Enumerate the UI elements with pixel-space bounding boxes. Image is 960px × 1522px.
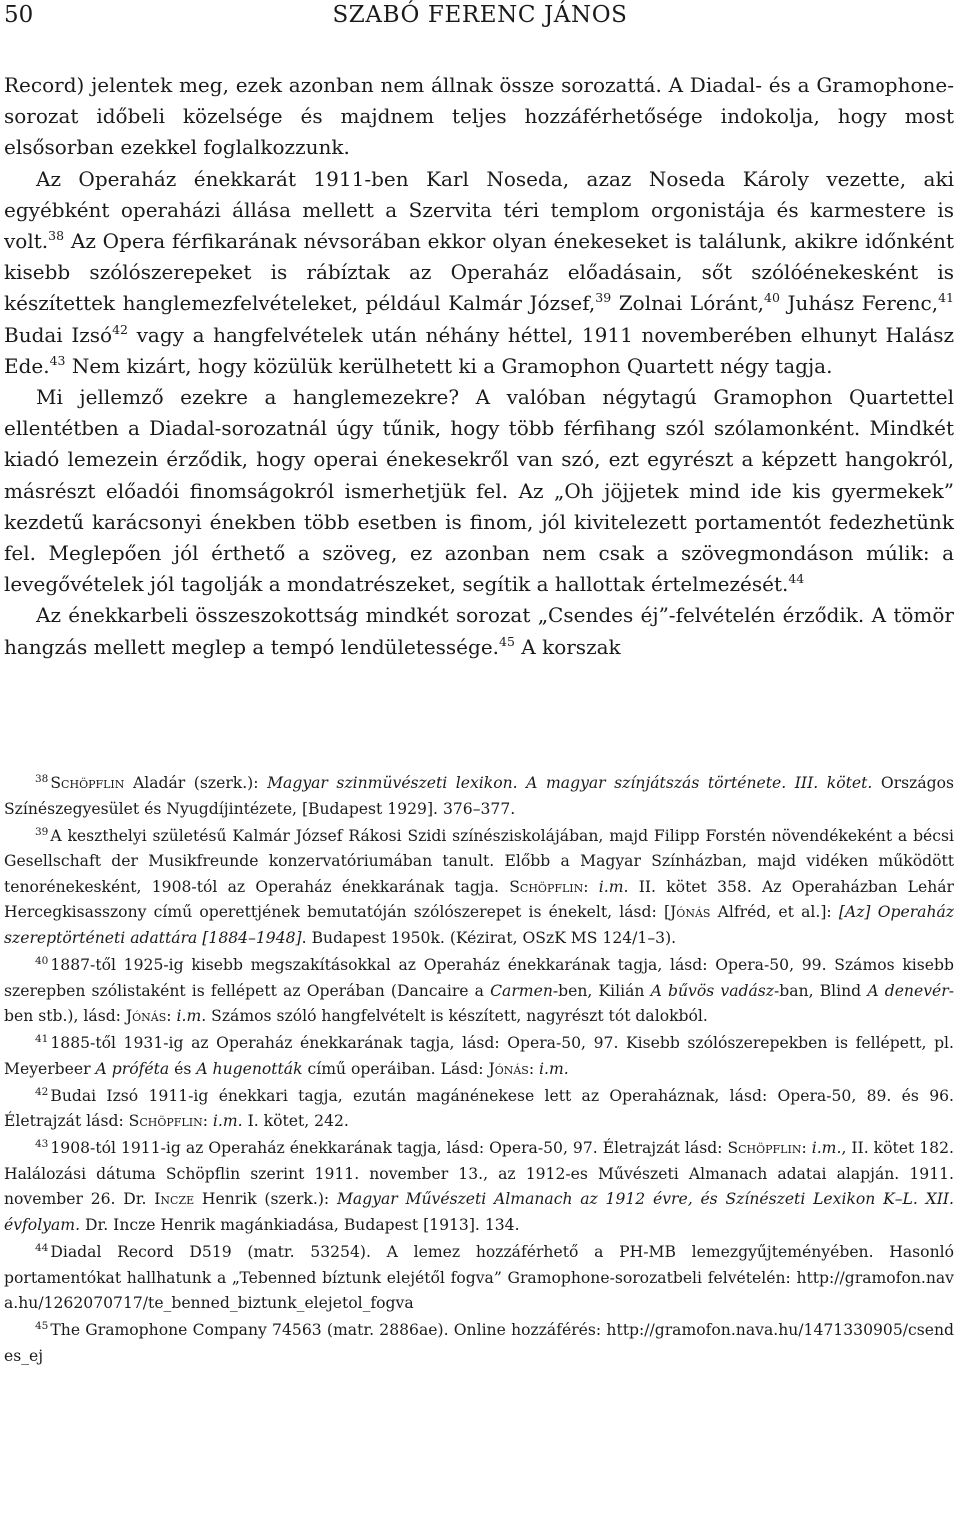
footnote-text: és (169, 1059, 197, 1078)
footnote-ref-44[interactable]: 44 (788, 571, 805, 587)
im-abbrev: i.m. (811, 1139, 842, 1158)
url-link[interactable]: http://gramofon.nava.hu/1471330905/csendes_ej (4, 1321, 954, 1365)
paragraph-1-text: Record) jelentek meg, ezek azonban nem állnak össze sorozattá. A Diadal- és a Gramophone-sorozat időbeli közelsége és majdnem teljes hozzáférhetősége indokolja, hogy most elsősorban ezekkel foglalkozzunk. (4, 73, 954, 160)
im-abbrev: i.m. (212, 1112, 243, 1131)
footnote-39 (4, 824, 954, 952)
page-number: 50 (4, 2, 34, 28)
footnote-text: The Gramophone Company 74563 (matr. 2886ae). Online hozzáférés: (50, 1321, 607, 1340)
footnote-text: Dr. Incze Henrik magánkiadása, Budapest [1913]. 134. (80, 1216, 520, 1235)
footnote-number: 40 (35, 954, 49, 967)
work-title: Carmen (490, 981, 553, 1000)
im-abbrev: i.m. (176, 1007, 207, 1026)
author-name: Jónás (488, 1059, 529, 1078)
url-link[interactable]: http://gramofon.nava.hu/1262070717/te_benned_biztunk_elejetol_fogva (4, 1268, 954, 1313)
im-abbrev: i.m. (539, 1059, 569, 1078)
footnote-number: 45 (35, 1320, 49, 1333)
paragraph-2 (4, 164, 954, 382)
body-text (4, 70, 954, 663)
paragraph-2-text-e: Budai Izsó (4, 322, 113, 347)
footnotes (4, 771, 954, 1371)
paragraph-2-text-b: Az Opera férfikarának névsorában ekkor olyan énekeseket is találunk, akikre időnként kisebb szólószerepeket is rábíztak az Operaház előadásain, sőt szólóénekesként is készítettek hanglemezfelvételeket, például Kalmár József, (4, 229, 954, 316)
footnote-number: 42 (35, 1085, 49, 1098)
footnote-text: . Budapest 1950k. (Kézirat, OSzK MS 124/1–3). (301, 928, 677, 947)
paragraph-4 (4, 600, 954, 662)
author-name: Incze (154, 1190, 195, 1209)
paragraph-3-text: Mi jellemző ezekre a hanglemezekre? A valóban négytagú Gramophon Quartettel ellentétben a Diadal-sorozatnál úgy tűnik, hogy több férfihang szól szólamonként. Mindkét kiadó lemezein érződik, hogy operai énekesekről van szó, ezt egyrészt a képzett hangokról, másrészt előadói finomságokról ismerhetjük fel. Az „Oh jöjjetek mind ide kis gyermekek” kezdetű karácsonyi énekben több esetben is finom, jól kivitelezett portamentót fedezhetünk fel. Meglepően jól érthető a szöveg, ez azonban nem csak a szövegmondáson múlik: a levegővételek jól tagolják a mondatrészeket, segítik a hallottak értelmezését. (4, 385, 954, 597)
paragraph-3 (4, 382, 954, 600)
author-name: Schöpflin (50, 774, 125, 792)
footnote-45 (4, 1318, 954, 1369)
work-title: A hugenották (196, 1059, 303, 1078)
footnote-ref-41[interactable]: 41 (938, 290, 954, 306)
work-title: [Az] Operaház szereptörténeti adattára [1884–1948] (4, 903, 955, 947)
footnote-text: Diadal Record D519 (matr. 53254). A lemez hozzáférhető a PH-MB lemezgyűjteményében. Hasonló portamentókat hallhatunk a „Tebenned bíztunk elejétől fogva” Gramophone-sorozatbeli felvételén: (4, 1243, 954, 1287)
footnote-text: 1908-tól 1911-ig az Operaház énekkarának tagja, lásd: Opera-50, 97. Életrajzát lásd: (50, 1139, 728, 1158)
footnote-number: 44 (35, 1242, 49, 1255)
author-name: Schöpflin (509, 877, 584, 896)
footnote-ref-43[interactable]: 43 (49, 352, 66, 368)
footnote-text: Számos szóló hangfelvételt is készített, nagyrészt tót dalokból. (206, 1007, 708, 1026)
footnote-text: Budai Izsó 1911-ig énekkari tagja, ezután magánénekese lett az Operaháznak, lásd: Opera-50, 89. és 96. Életrajzát lásd: (4, 1086, 954, 1131)
paragraph-2-text-f: vagy a hangfelvételek után néhány héttel, 1911 novemberében elhunyt Halász Ede. (4, 322, 954, 378)
footnote-42 (4, 1084, 954, 1135)
footnote-number: 38 (35, 773, 49, 785)
work-title: Magyar Művészeti Almanach az 1912 évre, és Színészeti Lexikon K–L. XII. évfolyam. (4, 1190, 955, 1235)
paragraph-2-text-g: Nem kizárt, hogy közülük kerülhetett ki a Gramophon Quartett négy tagja. (65, 353, 833, 378)
footnote-text: -ben stb.), lásd: (4, 981, 954, 1026)
footnote-ref-38[interactable]: 38 (48, 228, 65, 244)
footnote-number: 41 (35, 1033, 49, 1046)
footnote-number: 39 (35, 825, 49, 838)
footnote-44 (4, 1240, 954, 1317)
author-name: Schöpflin (128, 1112, 203, 1131)
footnote-ref-40[interactable]: 40 (764, 290, 780, 306)
footnote-text: Alfréd, et al.]: (710, 903, 839, 922)
paragraph-4-text-a: Az énekkarbeli összeszokottság mindkét sorozat „Csendes éj”-felvételén érződik. A tömör hangzás mellett meglep a tempó lendületessége. (4, 603, 954, 659)
footnote-text: II. kötet 358. Az Operaházban Lehár Hercegkisasszony című operettjének bemutatóján szólószerepet is énekelt, lásd: [ (4, 877, 954, 922)
paragraph-2-text-d: Juhász Ferenc, (779, 291, 939, 316)
footnote-38 (4, 771, 954, 822)
work-title: A denevér (867, 981, 949, 1000)
footnote-text: 1885-től 1931-ig az Operaház énekkarának tagja, lásd: Opera-50, 97. Kisebb szólószerepekben is fellépett, pl. Meyerbeer (4, 1034, 954, 1078)
footnote-text: : (202, 1112, 213, 1131)
footnote-text: -ben, Kilián (552, 981, 651, 1000)
paragraph-4-text-b: A korszak (514, 634, 621, 659)
footnote-text: : (166, 1007, 177, 1026)
footnote-text: A keszthelyi születésű Kalmár József Rákosi Szidi színésziskolájában, majd Filipp Forstén növendékeként a bécsi Gesellschaft der Musikfreunde konzervatóriumában tanult. Előbb a Magyar Színházban, majd vidéken működött tenorénekesként, 1908-tól az Operaház énekkarának tagja. (4, 826, 954, 896)
paragraph-1 (4, 70, 954, 164)
footnote-41 (4, 1031, 954, 1082)
footnote-text: , II. kötet 182. Halálozási dátuma Schöpflin szerint 1911. november 13., az 1912-es Művészeti Almanach adatai alapján. 1911. november 26. Dr. (4, 1139, 954, 1209)
im-abbrev: i.m. (598, 877, 629, 896)
footnote-40 (4, 953, 954, 1030)
footnote-ref-39[interactable]: 39 (595, 290, 612, 306)
footnote-text: : (528, 1059, 540, 1078)
footnote-text: : (801, 1139, 812, 1158)
author-name: Jónás (125, 1007, 167, 1026)
footnote-text: -ban, Blind (774, 981, 868, 1000)
author-name: Jónás (670, 903, 711, 922)
running-title: SZABÓ FERENC JÁNOS (332, 2, 628, 28)
footnote-text: 1887-től 1925-ig kisebb megszakításokkal az Operaház énekkarának tagja, lásd: Opera-50, 99. Számos kisebb szerepben szólistaként is fellépett az Operában (Dancaire a (4, 955, 954, 1000)
author-name: Schöpflin (727, 1139, 802, 1158)
footnote-text: I. kötet, 242. (242, 1112, 349, 1131)
footnote-text: Országos Színészegyesület és Nyugdíjintézete, [Budapest 1929]. 376–377. (4, 774, 954, 818)
work-title: A próféta (95, 1059, 170, 1078)
footnote-text: című operáiban. Lásd: (302, 1059, 489, 1078)
footnote-text: Aladár (szerk.): (124, 774, 268, 792)
paragraph-2-text-a: Az Operaház énekkarát 1911-ben Karl Noseda, azaz Noseda Károly vezette, aki egyébként operaházi állása mellett a Szervita téri templom orgonistája és karmestere is volt. (4, 166, 954, 254)
footnote-text: : (583, 877, 599, 896)
footnote-number: 43 (35, 1138, 49, 1151)
footnote-ref-45[interactable]: 45 (499, 633, 515, 649)
footnote-43 (4, 1136, 954, 1238)
running-head (4, 2, 956, 36)
footnote-text: Henrik (szerk.): (194, 1190, 337, 1209)
work-title: Magyar szinmüvészeti lexikon. A magyar színjátszás története. III. kötet. (267, 774, 873, 792)
footnote-ref-42[interactable]: 42 (112, 321, 128, 337)
work-title: A bűvös vadász (650, 981, 774, 1000)
paragraph-2-text-c: Zolnai Lóránt, (611, 291, 764, 316)
